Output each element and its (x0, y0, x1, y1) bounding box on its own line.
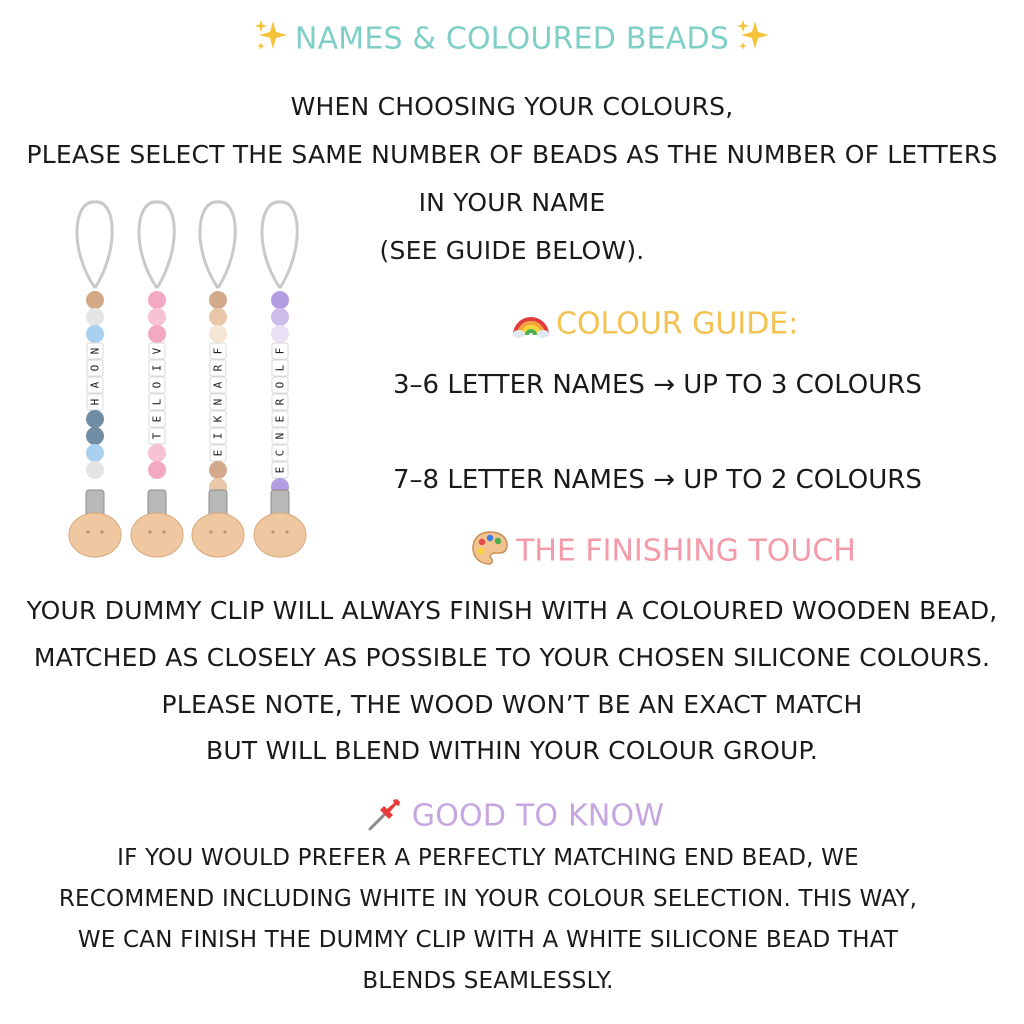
good-to-know-line-3: WE CAN FINISH THE DUMMY CLIP WITH A WHITE SILICONE BEAD THAT (77, 927, 899, 953)
letter-bead: L (273, 364, 287, 372)
good-to-know-line-1: IF YOU WOULD PREFER A PERFECTLY MATCHING END BEAD, WE (117, 845, 859, 871)
rainbow-icon (512, 302, 550, 348)
letter-bead: O (273, 381, 287, 389)
letter-bead: N (88, 347, 102, 355)
letter-bead: C (273, 449, 287, 457)
intro-line-1: WHEN CHOOSING YOUR COLOURS, (290, 92, 734, 121)
pushpin-icon (366, 793, 406, 841)
colour-guide-heading-text: COLOUR GUIDE: (556, 306, 799, 342)
finishing-line-4: BUT WILL BLEND WITHIN YOUR COLOUR GROUP. (205, 736, 819, 765)
good-to-know-line-2: RECOMMEND INCLUDING WHITE IN YOUR COLOUR SELECTION. THIS WAY, (58, 886, 918, 912)
letter-bead: K (211, 415, 225, 423)
finishing-line-3: PLEASE NOTE, THE WOOD WON’T BE AN EXACT MATCH (161, 690, 863, 719)
letter-bead: E (273, 466, 287, 474)
letter-bead: R (273, 398, 287, 406)
letter-bead: O (150, 381, 164, 389)
dummy-clip (192, 202, 244, 557)
intro-line-4: (SEE GUIDE BELOW). (379, 236, 645, 265)
good-to-know-heading-text: GOOD TO KNOW (411, 798, 665, 834)
dummy-clips-photo (60, 190, 330, 570)
finishing-heading (470, 528, 856, 576)
letter-bead: E (211, 449, 225, 457)
letter-bead: I (150, 364, 164, 372)
dummy-clip (69, 202, 121, 557)
sparkles-icon (735, 18, 771, 62)
letter-bead: I (211, 432, 225, 440)
letter-bead: E (150, 415, 164, 423)
palette-icon (470, 528, 510, 576)
finishing-heading-text: THE FINISHING TOUCH (516, 533, 856, 569)
finishing-line-1: YOUR DUMMY CLIP WILL ALWAYS FINISH WITH A COLOURED WOODEN BEAD, (26, 596, 998, 625)
good-to-know-line-4: BLENDS SEAMLESSLY. (362, 968, 614, 994)
letter-bead: N (273, 432, 287, 440)
intro-line-3: IN YOUR NAME (418, 188, 606, 217)
letter-bead: R (211, 364, 225, 372)
letter-bead: V (150, 347, 164, 355)
intro-line-2: PLEASE SELECT THE SAME NUMBER OF BEADS AS THE NUMBER OF LETTERS (26, 140, 998, 169)
finishing-line-2: MATCHED AS CLOSELY AS POSSIBLE TO YOUR CHOSEN SILICONE COLOURS. (33, 643, 991, 672)
names-heading-text: NAMES & COLOURED BEADS (294, 21, 730, 57)
letter-bead: E (273, 415, 287, 423)
letter-bead: F (211, 347, 225, 355)
letter-bead: F (273, 347, 287, 355)
names-heading (0, 18, 1024, 62)
letter-bead: H (88, 398, 102, 406)
colour-rule-1: 3–6 LETTER NAMES → UP TO 3 COLOURS (393, 370, 922, 400)
letter-bead: N (211, 398, 225, 406)
letter-bead: A (88, 381, 102, 389)
dummy-clip (254, 202, 306, 557)
letter-bead: A (211, 381, 225, 389)
good-to-know-heading (0, 793, 1024, 841)
sparkles-icon (253, 18, 289, 62)
colour-guide-heading (512, 302, 798, 348)
letter-bead: T (150, 432, 164, 440)
letter-bead: O (88, 364, 102, 372)
colour-rule-2: 7–8 LETTER NAMES → UP TO 2 COLOURS (393, 465, 922, 495)
letter-bead: L (150, 398, 164, 406)
dummy-clip (131, 202, 183, 557)
